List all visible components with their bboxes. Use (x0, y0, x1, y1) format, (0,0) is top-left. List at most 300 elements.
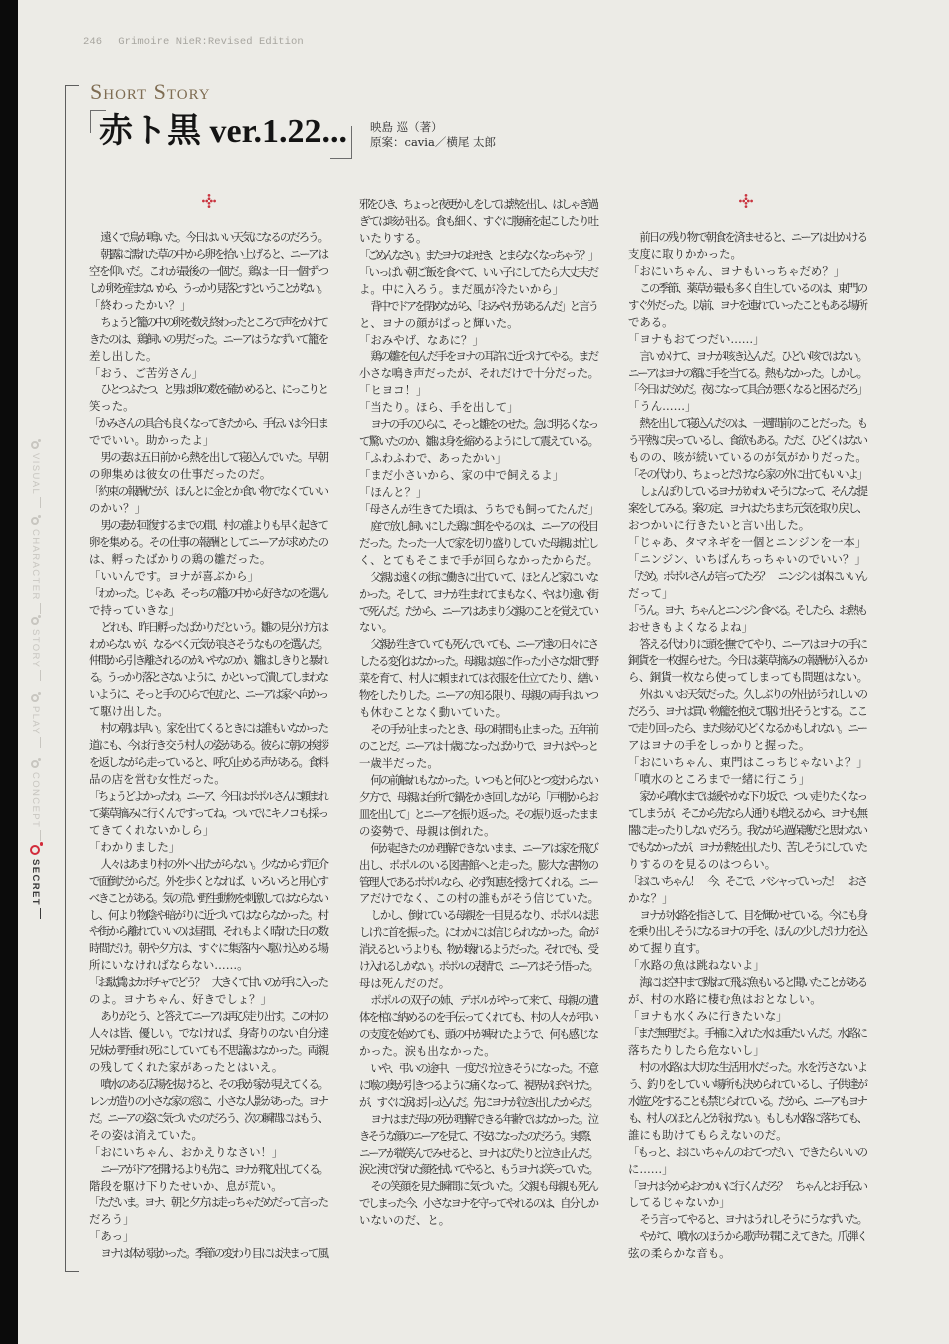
text-line (359, 975, 599, 992)
line-text: 「ヨナも水くみに行きたいな」 (628, 1009, 788, 1024)
text-line (359, 315, 599, 332)
line-text: 「だめ。ポポルさんが言ってたろ？ ニンジンは体にいいん (628, 568, 866, 583)
line-text: いないのだ、と。 (359, 1213, 451, 1228)
text-line (628, 1245, 868, 1262)
paragraph (628, 873, 868, 907)
text-line (628, 788, 868, 805)
text-line (89, 873, 329, 890)
line-text: を返しながら走っていると、呼び止める声がある。食料 (89, 755, 328, 770)
paragraph (359, 264, 599, 298)
line-text: 品の店を営む女性だった。 (89, 772, 226, 786)
circle-dot-icon (31, 517, 39, 525)
text-line (359, 196, 599, 213)
text-line (359, 636, 599, 653)
sidebar-item-play (27, 694, 43, 748)
line-text: は、孵ったばかりの鶏の雛だった。 (89, 551, 272, 566)
paragraph (628, 348, 868, 382)
line-text: べきことがある。気の荒い野生動物を刺激してはならない (89, 890, 327, 905)
circle-dot-icon (31, 760, 39, 768)
line-text: しか卵を産まないから、うっかり見落とすということがない。 (89, 280, 327, 295)
line-text: 「約束の報酬だが、ほんとに金とか食い物でなくていい (89, 484, 328, 499)
line-text: ニーアが微笑んでみせると、ヨナはぴたりと泣き止んだ。 (359, 1145, 597, 1160)
text-line (359, 1178, 599, 1195)
text-line (359, 230, 599, 247)
text-line (628, 1008, 868, 1025)
line-text: に……」 (628, 1161, 674, 1176)
text-line (359, 569, 599, 586)
paragraph (628, 534, 868, 551)
text-line (89, 788, 329, 805)
line-text: しげに首を振った。にわかには信じられなかった。命が (359, 925, 598, 940)
text-line (359, 907, 599, 924)
text-line (89, 263, 329, 280)
text-line (89, 432, 329, 449)
line-text: 何が起きたのか理解できないまま、ニーアは家を飛び (370, 840, 598, 855)
paragraph (89, 1245, 329, 1262)
line-text: 銅貨を一枚握らせた。今日は薬草摘みの報酬が入るか (628, 653, 867, 668)
line-text: 涙と洟で汚れた顔を拭いてやると、もうヨナは笑っていた。 (359, 1162, 597, 1177)
line-text: アはヨナの手をしっかりと握った。 (628, 738, 811, 753)
text-line (628, 652, 868, 669)
original-credit: 原案：cavia／横尾 太郎 (370, 135, 496, 149)
line-text: 階段を駆け下りたせいか、息が荒い。 (89, 1178, 283, 1193)
text-line (628, 449, 868, 466)
line-text: 「まだ小さいから、家の中で飼えるよ」 (359, 468, 565, 482)
text-line (359, 1212, 599, 1229)
line-text: 「うん……」 (628, 399, 697, 414)
line-text: ポポルの双子の姉、デボルがやって来て、母親の遺 (370, 993, 598, 1008)
text-line (359, 1060, 599, 1077)
text-line (359, 840, 599, 857)
line-text: と、ヨナの顔がぱっと輝いた。 (359, 315, 519, 330)
text-line (628, 1161, 868, 1178)
paragraph (359, 348, 599, 382)
paragraph (628, 974, 868, 1008)
paragraph (89, 619, 329, 721)
line-text: に喉の奥が引きつるように痛くなって、視界がぼやけた。 (359, 1077, 597, 1092)
paragraph (628, 771, 868, 788)
text-line (628, 381, 868, 398)
text-line (359, 941, 599, 958)
paragraph (628, 331, 868, 348)
text-line (89, 517, 329, 534)
line-text: 「ヨナもおてつだい……」 (628, 331, 765, 346)
story-title: 赤ト黒 ver.1.22... (99, 113, 348, 150)
text-line (89, 534, 329, 551)
line-text: よ。中に入ろう。まだ風が冷たいから」 (359, 281, 565, 296)
text-line (628, 1194, 868, 1211)
page-number: 246 (83, 36, 103, 48)
text-line (89, 229, 329, 246)
line-text: て駆け出した。 (89, 704, 169, 719)
text-line (628, 229, 868, 246)
line-text: 時間だけ。朝や夕方は、すぐに集落内へ駆け込める場 (89, 941, 328, 956)
line-text: 村の水路は大切な生活用水だった。水を汚さないよ (639, 1059, 867, 1074)
line-text: 「うん。ヨナ、ちゃんとニンジン食べる。そしたら、お熱も (628, 602, 866, 617)
text-line (89, 398, 329, 415)
text-line (628, 1211, 868, 1228)
line-text: のかい？」 (89, 501, 146, 515)
line-text: 「かみさんの具合も良くなってきたから、手伝いは今日ま (89, 416, 327, 431)
line-text: ちょうど籠の中の卵を数え終わったところで声をかけて (100, 314, 327, 329)
text-line (89, 415, 329, 432)
text-line (89, 314, 329, 331)
text-line (89, 771, 329, 788)
sidebar-item-label: STORY (30, 629, 41, 669)
text-line (359, 1043, 599, 1060)
line-text: ない。 (359, 620, 394, 635)
text-line (89, 331, 329, 348)
text-line (89, 1228, 329, 1245)
line-text: 家から噴水までは緩やかな下り坂で、つい走りたくなっ (639, 788, 866, 803)
line-text: 邪をひき、ちょっと夜更かしをしては熱を出し、はしゃぎ過 (359, 197, 597, 211)
line-text: きたのは、鶏飼いの男だった。ニーアはうなずいて籠を (89, 331, 328, 346)
line-text: で面倒だからだ。外を歩くとなれば、いろいろと用心す (89, 873, 328, 888)
text-line (359, 467, 599, 484)
line-text: 男の妻が回復するまでの間、村の誰よりも早く起きて (100, 517, 328, 532)
line-text: かった。そして、ヨナが生まれてまもなく、やはり遠い街 (359, 586, 597, 601)
text-line (359, 298, 599, 315)
title-bracket-open-stem (90, 110, 91, 133)
line-text: てきてくれないかしら」 (89, 822, 215, 837)
line-text: 小さな鳴き声だったが、それだけで十分だった。 (359, 366, 599, 381)
line-text: めて握り直す。 (628, 941, 707, 956)
text-line (628, 907, 868, 924)
line-text: 差し出した。 (89, 348, 158, 363)
divider (40, 670, 41, 681)
line-text: その笑顔を見た瞬間に気づいた。父親も母親も死ん (370, 1179, 598, 1194)
text-line (89, 737, 329, 754)
divider (40, 908, 41, 919)
sidebar-item-label: CONCEPT (30, 772, 41, 829)
line-text: 背中でドアを閉めながら、「おみやげがあるんだ」と言う (370, 298, 597, 313)
text-line (359, 1111, 599, 1128)
line-text: 「わかった。じゃあ、そっちの籠の中から好きなのを選ん (89, 585, 327, 600)
line-text: の残してくれた家があったとはいえ。 (89, 1059, 284, 1074)
text-line (628, 1042, 868, 1059)
paragraph (359, 636, 599, 721)
line-text: く、とてもそこまで手が回らなかったからだ。 (359, 552, 598, 567)
line-text: 男の妻は五日前から熱を出して寝込んでいた。早朝 (100, 450, 328, 465)
text-line (89, 703, 329, 720)
line-text: 「ほんと？」 (359, 484, 428, 499)
text-line (628, 771, 868, 788)
text-line (89, 652, 329, 669)
text-line (628, 517, 868, 534)
line-text: でもなかったが、ヨナが熱を出したり、苦しそうにしていた (628, 839, 866, 854)
paragraph (628, 1008, 868, 1025)
text-line (359, 738, 599, 755)
divider (40, 497, 41, 508)
text-line (628, 331, 868, 348)
paragraph (359, 1178, 599, 1229)
text-line (628, 856, 868, 873)
paragraph (359, 399, 599, 416)
line-text: 案をしてみる。案の定、ヨナはたちまち元気を取り戻し、 (628, 501, 866, 515)
line-text: ヨナは体が弱かった。季節の変わり目には決まって風 (100, 1246, 328, 1261)
text-line (628, 754, 868, 771)
text-line (89, 957, 329, 974)
paragraph (89, 1228, 329, 1245)
paragraph (359, 196, 599, 247)
line-text: 一歳半だった。 (359, 755, 439, 770)
paragraph (628, 788, 868, 873)
text-line (359, 484, 599, 501)
circle-dot-icon (31, 694, 39, 702)
line-text: 「あっ」 (89, 1229, 135, 1244)
binding-edge (0, 0, 18, 1344)
ornament-icon (201, 193, 217, 209)
line-text: ヨナはまだ母の死が理解できる年齢ではなかった。泣 (370, 1111, 598, 1126)
text-line (359, 1094, 599, 1111)
text-line (628, 822, 868, 839)
line-text: 空を仰いだ。これが最後の一個だ。鶏は一日一個ずつ (89, 263, 328, 278)
divider (40, 830, 41, 841)
text-line (359, 552, 599, 569)
paragraph (359, 416, 599, 450)
paragraph (628, 957, 868, 974)
line-text: 「ふわふわで、あったかい」 (359, 451, 507, 466)
text-line (359, 857, 599, 874)
text-line (359, 365, 599, 382)
paragraph (628, 483, 868, 534)
paragraph (89, 314, 329, 365)
text-line (89, 1110, 329, 1127)
line-text: 「おにいちゃん、東門はこっちじゃないよ？」 (628, 755, 868, 770)
text-line (359, 687, 599, 704)
line-text: 兄妹が野垂れ死にしていても不思議はなかった。両親 (89, 1043, 328, 1057)
text-line (628, 246, 868, 263)
line-text: の卵集めは彼女の仕事だったのだ。 (89, 467, 272, 482)
text-line (628, 280, 868, 297)
text-line (359, 247, 599, 264)
paragraph (359, 992, 599, 1060)
paragraph (628, 1059, 868, 1144)
line-text: で走り回ったら、また咳がひどくなるかもしれない。ニー (628, 721, 866, 736)
circle-dot-icon (31, 617, 39, 625)
text-line (89, 636, 329, 653)
divider (40, 737, 41, 748)
text-line (89, 585, 329, 602)
text-line (89, 483, 329, 500)
line-text: し、何より物陰や暗がりに近づいてはならなかった。村 (89, 907, 328, 922)
line-text: ヨナの手のひらに、そっと雛をのせた。急に明るくなっ (370, 417, 597, 432)
text-line (628, 805, 868, 822)
sidebar-item-character (27, 517, 43, 614)
paragraph (628, 1144, 868, 1178)
text-line (359, 721, 599, 738)
paragraph (89, 585, 329, 619)
text-line (359, 619, 599, 636)
text-line (89, 720, 329, 737)
line-text: 鶏の雛を包んだ手をヨナの耳許に近づけてやる。まだ (370, 349, 598, 364)
text-line (628, 1144, 868, 1161)
line-text: だろう、ヨナは買い物籠を抱えて駆け出そうとする。ここ (628, 704, 866, 719)
paragraph (89, 365, 329, 382)
story-column-3 (628, 229, 868, 1262)
sidebar-item-visual (27, 441, 43, 508)
line-text: ものの、咳が続いているのが気がかりだった。 (628, 450, 867, 465)
line-text: 父親は遠くの街に働きに出ていて、ほとんど家にいな (370, 569, 598, 584)
text-line (359, 670, 599, 687)
text-line (359, 518, 599, 535)
paragraph (89, 1161, 329, 1195)
line-text: 弦の柔らかな音も。 (628, 1246, 731, 1261)
line-text: 「いっぱい朝ご飯を食べて、いい子にしてたら大丈夫だ (359, 264, 598, 279)
text-line (89, 856, 329, 873)
title-bracket-close (330, 158, 352, 159)
text-line (628, 974, 868, 991)
line-text: や街から離れていいのは昼間、それもよく晴れた日の数 (89, 924, 328, 939)
text-line (359, 958, 599, 975)
paragraph (628, 754, 868, 771)
paragraph (628, 907, 868, 958)
text-line (359, 416, 599, 433)
section-label: Short Story (90, 79, 211, 104)
line-text: 「お駄賃はカボチャでどう？ 大きくて甘いのが手に入った (89, 975, 327, 990)
paragraph (628, 636, 868, 687)
text-line (359, 789, 599, 806)
text-line (89, 923, 329, 940)
text-line (628, 297, 868, 314)
paragraph (628, 551, 868, 568)
text-line (359, 1009, 599, 1026)
text-line (628, 534, 868, 551)
line-text: 仲間から引き離されるのがいやなのか、雛はしきりと暴れ (89, 653, 327, 668)
text-line (359, 264, 599, 281)
text-line (359, 1077, 599, 1094)
text-line (89, 280, 329, 297)
line-text: いように、そっと手のひらで包むと、ニーアは家へ向かっ (89, 687, 327, 702)
text-line (359, 653, 599, 670)
sidebar-item-story (27, 617, 43, 681)
line-text: 「おにいちゃん、おかえりなさい！」 (89, 1144, 284, 1159)
paragraph (628, 415, 868, 466)
text-line (89, 1042, 329, 1059)
line-text: レンガ造りの小さな家の窓に、小さな人影があった。ヨナ (89, 1093, 327, 1108)
line-text: ヨナが水路を指さして、目を輝かせている。今にも身 (639, 907, 867, 922)
text-line (359, 874, 599, 891)
text-line (359, 433, 599, 450)
text-line (628, 1178, 868, 1195)
line-text: ら、銅貨一枚なら使ってしまっても問題はない。 (628, 670, 868, 685)
paragraph (628, 398, 868, 415)
line-text: したる変化はなかった。母親は庭に作った小さな畑で野 (359, 654, 598, 669)
sidebar-item-label: CHARACTER (30, 529, 41, 601)
paragraph (89, 856, 329, 975)
text-line (89, 365, 329, 382)
line-text: 水遊びをすることも禁じられている。だから、ニーアもヨナ (628, 1093, 866, 1108)
line-text: ひとつふたつ、と男は卵の数を確かめると、にっこりと (100, 382, 327, 397)
paragraph (628, 466, 868, 483)
line-text: 「終わったかい？」 (89, 297, 192, 312)
line-text: おつかいに行きたいと言い出した。 (628, 517, 811, 532)
text-line (359, 772, 599, 789)
line-text: 「じゃあ、タマネギを一個とニンジンを一本」 (628, 534, 867, 549)
line-text: ありがとう、と答えてニーアは再び走り出す。この村の (100, 1009, 327, 1024)
text-line (628, 348, 868, 365)
line-text: である。 (628, 314, 674, 329)
line-text: 外はいいお天気だった。久しぶりの外出がうれしいの (639, 687, 867, 702)
line-text: いや、弔いの途中、一度だけ泣きそうになった。不意 (370, 1060, 598, 1075)
line-text: 「噴水のところまで一緒に行こう」 (628, 772, 811, 786)
line-text: ニーアがドアを開けるよりも先に、ヨナが飛び出してくる。 (100, 1161, 326, 1176)
paragraph (359, 1111, 599, 1179)
paragraph (359, 450, 599, 467)
paragraph (359, 247, 599, 264)
paragraph (359, 501, 599, 518)
line-text: 「おにいちゃん！ 今、そこで、バシャっていった！ おさ (628, 873, 866, 888)
paragraph (628, 568, 868, 602)
line-text: る。うっかり落とさないように、かといって潰してしまわな (89, 670, 327, 685)
line-text: アだけでなく、この村の誰もがそう信じていた。 (359, 891, 599, 906)
text-line (89, 907, 329, 924)
paragraph (89, 1076, 329, 1144)
paragraph (359, 518, 599, 569)
text-line (628, 551, 868, 568)
sidebar-item-label: PLAY (30, 706, 41, 736)
line-text: だった。たった一人で家を切り盛りしていた母親は忙し (359, 535, 598, 550)
line-text: きそうな顔のニーアを見て、不安になったのだろう。実際、 (359, 1128, 597, 1143)
text-line (628, 314, 868, 331)
paragraph (89, 381, 329, 415)
book-title: Grimoire NieR:Revised Edition (118, 36, 304, 48)
paragraph (359, 382, 599, 399)
paragraph (89, 839, 329, 856)
line-text: 父親が生きていても死んでいても、ニーア達の日々にさ (370, 637, 597, 652)
line-text: て薬草摘みに行くんですってね。ついでにキノコも採っ (89, 805, 328, 820)
paragraph (89, 483, 329, 517)
line-text: だろう」 (89, 1212, 135, 1227)
line-text: 遠くで鳥が鳴いた。今日はいい天気になるのだろう。 (100, 230, 328, 244)
text-line (359, 535, 599, 552)
ornament-icon (738, 193, 754, 209)
running-header (83, 35, 304, 49)
line-text: 笑った。 (89, 399, 135, 414)
line-text: 「わかりました」 (89, 839, 181, 854)
text-line (628, 1025, 868, 1042)
line-text: 「もっと、おにいちゃんのおてつだい、できたらいいの (628, 1144, 867, 1159)
text-line (359, 1026, 599, 1043)
story-column-2 (359, 196, 599, 1229)
line-text: のよ。ヨナちゃん、好きでしょ？」 (89, 992, 272, 1007)
line-text: の姿勢で、母親は倒れた。 (359, 823, 496, 838)
text-line (628, 1228, 868, 1245)
paragraph (89, 246, 329, 297)
line-text: 「ヨナは今からおつかいに行くんだろ？ ちゃんとお手伝い (628, 1178, 866, 1193)
paragraph (89, 974, 329, 1008)
line-text: ぎては咳が出る。食も細く、すぐに腹痛を起こしたり吐 (359, 213, 598, 228)
paragraph (359, 1060, 599, 1111)
line-text: 夕方で、母親は台所で鍋をかき回しながら「戸棚からお (359, 789, 598, 804)
paragraph (89, 1008, 329, 1076)
text-line (89, 500, 329, 517)
line-text: 体を棺に納めるのを手伝ってくれても、村の人々が弔い (359, 1010, 598, 1024)
text-line (89, 822, 329, 839)
line-text: も休むことなく動いていた。 (359, 705, 508, 720)
line-text: 前日の残り物で朝食を済ませると、ニーアは出かける (639, 230, 867, 244)
text-line (359, 332, 599, 349)
text-line (89, 297, 329, 314)
line-text: 「母さんが生きてた頃は、うちでも飼ってたんだ」 (359, 501, 599, 516)
text-line (359, 348, 599, 365)
margin-rule-top-tick (65, 85, 79, 86)
text-line (359, 1161, 599, 1178)
text-line (628, 619, 868, 636)
line-text: 「まだ無理だよ。手桶に入れた水は重たいんだ。水路に (628, 1026, 867, 1041)
line-text: 噴水のある広場を抜けると、その我が家が見えてくる。 (100, 1076, 327, 1091)
line-text: かった。涙も出なかった。 (359, 1043, 496, 1058)
